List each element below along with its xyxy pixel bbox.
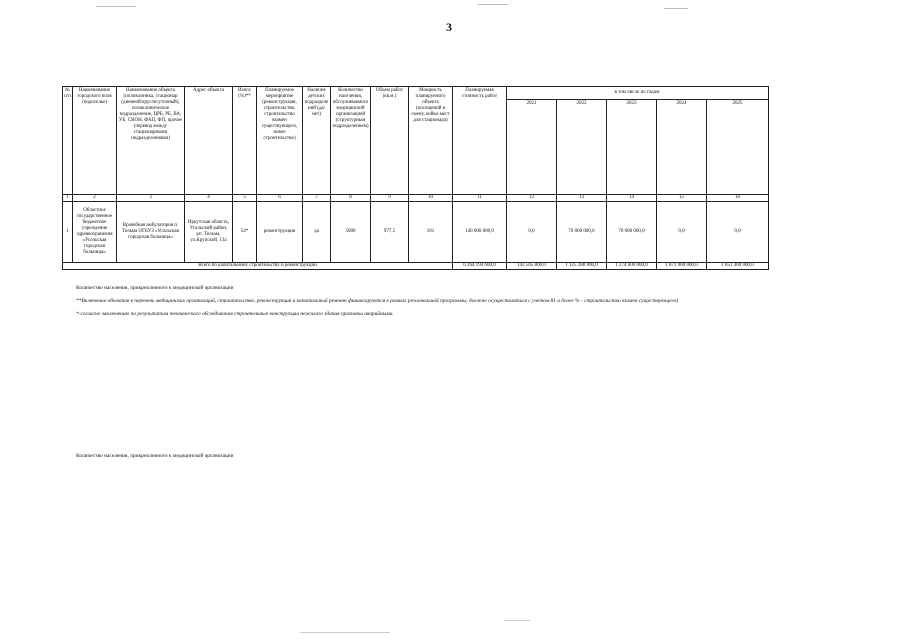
note-inclusion: **Включение объектов в перечень медицинских организаций, строительство, реконструкция и капитальный ремонт финансируются в рамках региональной программы, должно осуществляться с учетом 81 и более % - строительство взамен существующего) <box>76 298 679 305</box>
objects-table <box>62 86 769 270</box>
row-num: 1 <box>63 202 73 263</box>
row-2023: 70 000 000,0 <box>607 202 657 263</box>
note-emergency: *-согласно заключению по результатам технического обследования строительные конструкции нежилого здания признаны аварийными. <box>76 311 394 318</box>
table-row <box>63 202 769 263</box>
total-row <box>63 263 769 270</box>
note-population-repeat: Количество населения, прикрепленного к медицинской организации <box>76 453 234 459</box>
header-population: Количество населения, обслуживаемого медицинской организацией (структурным подразделением) <box>331 87 371 195</box>
col-number: 4 <box>185 195 233 202</box>
col-number: 11 <box>453 195 507 202</box>
row-event: реконструкция <box>257 202 303 263</box>
col-number: 5 <box>233 195 257 202</box>
row-address: Иркутская область, Усольский район, рп. Тельма, ул.Крупской, 13а <box>185 202 233 263</box>
col-number: 7 <box>303 195 331 202</box>
header-num: № п/п <box>63 87 73 195</box>
scan-speck <box>664 8 688 9</box>
row-2021: 0,0 <box>507 202 557 263</box>
column-number-row <box>63 195 769 202</box>
col-number: 2 <box>73 195 117 202</box>
row-org: Областное государственное бюджетное учреждение здравоохранения «Усольская городская больница» <box>73 202 117 263</box>
header-year-2023: 2023 <box>607 100 657 195</box>
col-number: 12 <box>507 195 557 202</box>
row-2022: 70 000 000,0 <box>557 202 607 263</box>
col-number: 9 <box>371 195 409 202</box>
scan-speck <box>300 632 390 633</box>
header-capacity: Мощность планируемого объекта (посещений в смену, койко-мест для стационара) <box>409 87 453 195</box>
header-year-2025: 2025 <box>707 100 769 195</box>
col-number: 14 <box>607 195 657 202</box>
header-years-group: в том числе по годам: <box>507 87 769 100</box>
scan-speck <box>478 4 508 5</box>
note-population: Количество населения, прикрепленного к медицинской организации <box>76 285 234 291</box>
total-2023: 1 274 000 000,0 <box>607 263 657 270</box>
header-cost: Планируемая стоимость работ <box>453 87 507 195</box>
header-wear: Износ (%)** <box>233 87 257 195</box>
col-number: 8 <box>331 195 371 202</box>
header-year-2024: 2024 <box>657 100 707 195</box>
header-year-2021: 2021 <box>507 100 557 195</box>
total-2025: 1 851 400 000,0 <box>707 263 769 270</box>
total-2024: 1 871 000 000,0 <box>657 263 707 270</box>
col-number: 1 <box>63 195 73 202</box>
total-2022: 1 125 288 800,0 <box>557 263 607 270</box>
col-number: 13 <box>557 195 607 202</box>
header-event: Планируемое мероприятие (реконструкция, строительство, строительство взамен существующего, новое строительство) <box>257 87 303 195</box>
row-cost: 140 000 000,0 <box>453 202 507 263</box>
row-volume: 977,5 <box>371 202 409 263</box>
notes-bottom <box>76 452 776 465</box>
scan-speck <box>504 620 530 621</box>
header-row <box>63 87 769 100</box>
row-wear: 54* <box>233 202 257 263</box>
row-object: Врачебная амбулатория п. Тельма ОГБУЗ «Усольская городская больница» <box>117 202 185 263</box>
header-address: Адрес объекта <box>185 87 233 195</box>
header-year-2022: 2022 <box>557 100 607 195</box>
col-number: 6 <box>257 195 303 202</box>
scan-speck <box>96 6 136 7</box>
row-children: да <box>303 202 331 263</box>
row-population: 5000 <box>331 202 371 263</box>
notes <box>76 284 776 323</box>
col-number: 15 <box>657 195 707 202</box>
header-children: Наличие детских подразделений (да/нет) <box>303 87 331 195</box>
row-capacity: 101 <box>409 202 453 263</box>
col-number: 3 <box>117 195 185 202</box>
header-volume: Объем работ (кв.м.) <box>371 87 409 195</box>
total-cost: 6 264 194 600,0 <box>453 263 507 270</box>
total-2021: 142 505 800,0 <box>507 263 557 270</box>
header-object: Наименование объекта (поликлиника, стационар (дневной/круглосуточный), поликлиническое подразделение, ЦРБ, РБ, ВА, УБ, СВОН, ФАП, ФП, прочее (перевод между стационарными подразделениями) <box>117 87 185 195</box>
row-2024: 0,0 <box>657 202 707 263</box>
page-number: 3 <box>446 20 452 34</box>
col-number: 16 <box>707 195 769 202</box>
row-2025: 0,0 <box>707 202 769 263</box>
col-number: 10 <box>409 195 453 202</box>
total-label: Всего по капитальному строительству и реконструкции <box>63 263 453 270</box>
header-org: Наименование городского поля (подоселье) <box>73 87 117 195</box>
